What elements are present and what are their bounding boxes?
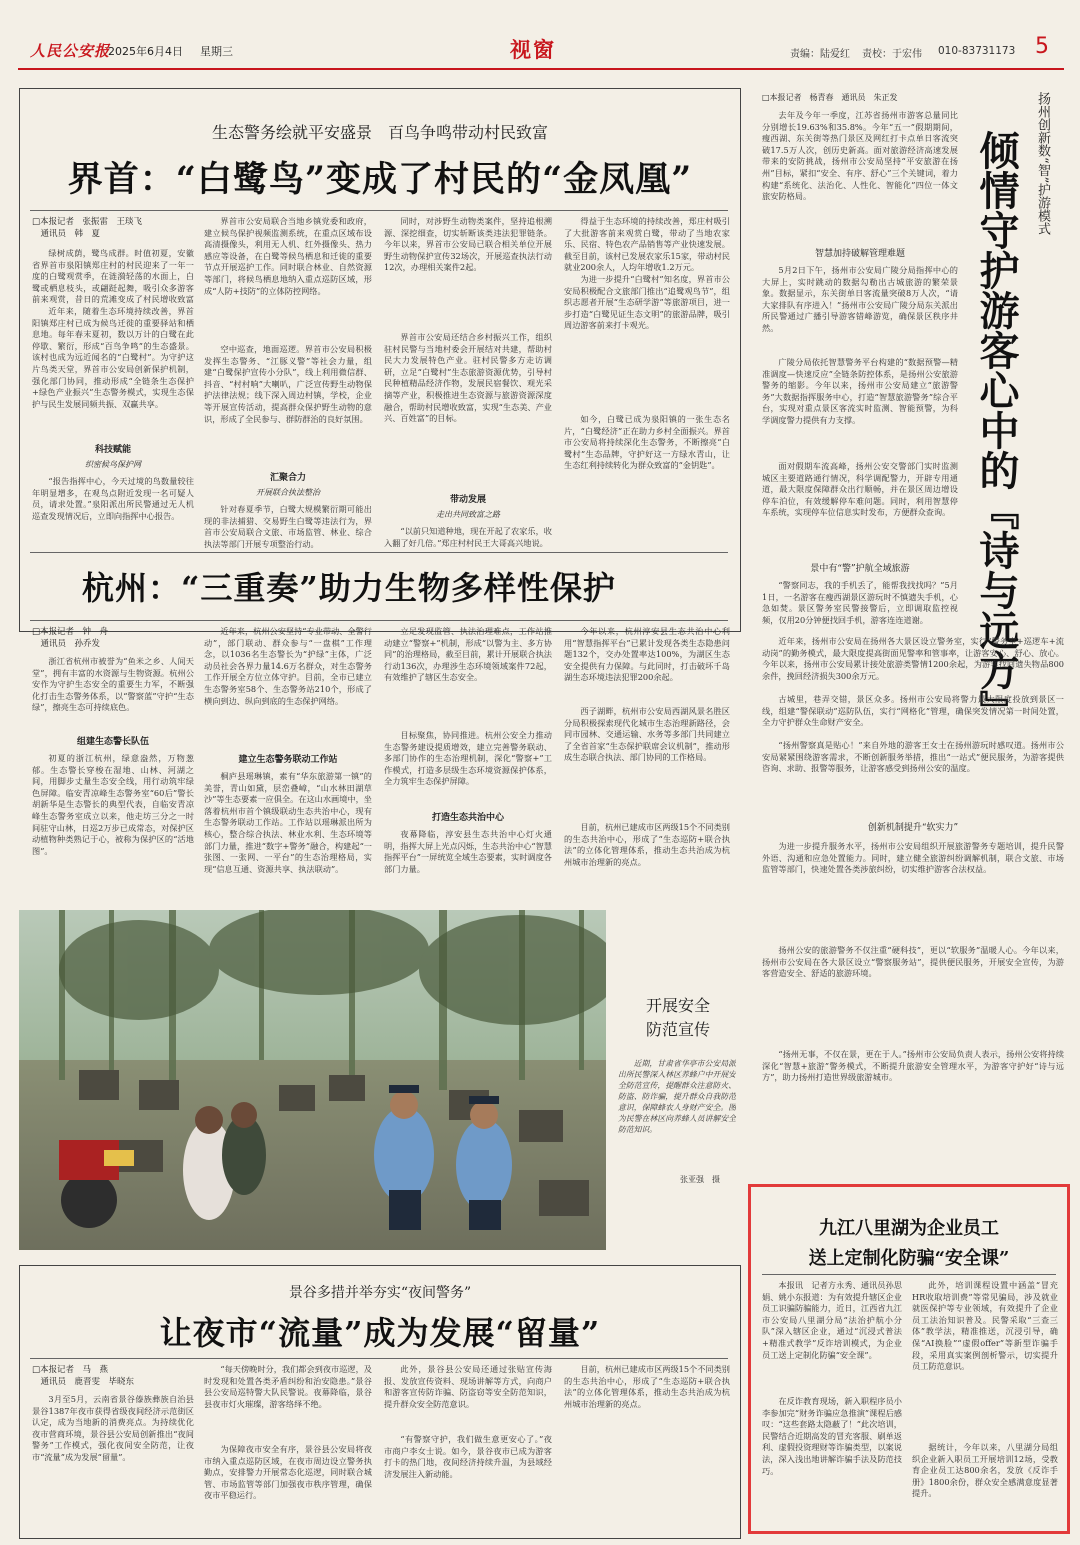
article3-paragraph: “每天傍晚时分，我们都会到夜市巡逻，及时发现和处置各类矛盾纠纷和治安隐患。”景谷县公安局巡特警大队民警说。夜幕降临，景谷县夜市灯火璀璨，游客络绎不绝。	[204, 1364, 372, 1409]
article4-label: 扬州创新数“智”护游模式	[1035, 92, 1050, 236]
article2-paragraph: 初夏的浙江杭州，绿意盎然，万物葱郁。生态警长穿梭在湿地、山林、河湖之间，用脚步丈量生态安全线，用行动筑牢绿色屏障。临安青凉峰生态警务室“60后”警长胡新华是生态警长的典型代表，自临安青凉峰生态警务室成立以来，他走坊三分之一时间驻守山林，日巡2万步已成常态，对保护区动植物种类熟记于心，被称为保护区的“活地图”。	[32, 753, 194, 856]
article1-subhead-sub: 织密候鸟保护网	[85, 460, 141, 469]
article4-byline: □本报记者 杨青春 通讯员 朱正发	[762, 93, 898, 102]
article1-subhead: 汇聚合力	[269, 473, 306, 483]
article5-paragraph: 此外，培训课程设置中涵盖“冒充HR收取培训费”等常见骗局，涉及就业就医保护等专业领域，有效提升了企业员工法治知识普及。民警采取“三查三体”教学法，精准推送，沉浸引导，确保“AI换脸”“虚假offer”等新型诈骗手段，采用真实案例剖析警示，切实提升员工防范意识。	[912, 1280, 1058, 1372]
article3-kicker: 景谷多措并举夯实“夜间警务”	[288, 1285, 472, 1301]
article1-paragraph: 得益于生态环境的持续改善，郑庄村吸引了大批游客前来观赏白鹭，带动了当地农家乐、民宿、特色农产品销售等产业快速发展。截至目前，该村已发展农家乐15家，带动村民就业200余人，人均年增收1.2万元。	[564, 216, 730, 273]
section-title: 视窗	[510, 37, 556, 62]
article2-paragraph: 夜幕降临，淳安县生态共治中心灯火通明，指挥大屏上光点闪烁，生态共治中心“智慧指挥平台”一屏统览全域生态要素，实时调度各部门力量。	[384, 829, 552, 874]
photo-caption: 近期，甘肃省华亭市公安局派出所民警深入林区养蜂户中开展安全防范宣传，提醒群众注意防火、防盗、防诈骗，提升群众自我防范意识，保障蜂农人身财产安全。图为民警在林区向养蜂人员讲解安全防范知识。	[618, 1059, 736, 1134]
article4-paragraph: “扬州警察真是贴心！”来自外地的游客王女士在扬州游玩时感叹道。扬州市公安局紧紧围绕游客需求，不断创新服务举措，推出“一站式”便民服务，为游客提供咨询、求助、报警等服务，让游客感受到扬州公安的温度。	[762, 740, 1064, 774]
article1-paragraph: 同时，对涉野生动物类案件，坚持追根溯源、深挖细查，切实斩断该类违法犯罪链条。今年以来，界首市公安局已联合相关单位开展野生动物保护宣传32场次，开展巡查执法行动12次，办理相关案件2起。	[384, 216, 552, 273]
article1-paragraph: “报告指挥中心，今天过境的鸟数量较往年明显增多，在观鸟点附近发现一名可疑人员，请求处置。”泉阳派出所民警通过无人机巡查发现情况后，立即向指挥中心报告。	[32, 476, 194, 521]
article5-paragraph: 在反诈教育现场，新入职程序员小李参加完“财务诈骗应急推演”课程后感叹：“这些套路太隐蔽了！”此次培训，民警结合近期高发的冒充客服、刷单返利、虚假投资理财等诈骗类型，以案说法，深入浅出地讲解诈骗手法及防范技巧。	[762, 1396, 902, 1476]
editor-credit: 责编：陆爱红	[790, 49, 850, 60]
article1-paragraph: 如今，白鹭已成为泉阳镇的一张生态名片，“白鹭经济”正在助力乡村全面振兴。界首市公安局将持续深化生态警务，不断擦亮“白鹭村”生态品牌，守护好这一方绿水青山，让生态红利持续转化为群众致富的“金钥匙”。	[564, 414, 730, 471]
article1-paragraph: 界首市公安局联合当地乡镇党委和政府，建立候鸟保护视频监测系统，在重点区域布设高清摄像头，利用无人机、红外摄像头、热力感应等设备，在白鹭等候鸟栖息和迁徙的重要节点开展巡护工作。同时联合林业、自然资源等部门，将候鸟栖息地纳入重点巡防区域，形成“人防+技防”的立体防控网络。	[204, 216, 372, 296]
article4-subhead: 创新机制提升“软实力”	[867, 823, 959, 833]
phone-number: 010-83731173	[938, 45, 1016, 57]
article4-paragraph: 5月2日下午，扬州市公安局广陵分局指挥中心的大屏上，实时跳动的数据勾勒出古城旅游的繁荣景象。数据显示，东关街单日客流量突破8万人次，“请大家排队有序进入！”扬州市公安局广陵分局东关派出所民警通过广播引导游客错峰游览，确保景区秩序井然。	[762, 265, 958, 333]
article2-top-rule	[30, 552, 728, 553]
article1-headline: 界首：“白鹭鸟”变成了村民的“金凤凰”	[67, 159, 693, 200]
article1-paragraph: “以前只知道种地，现在开起了农家乐，收入翻了好几倍。”郑庄村村民王大哥高兴地说。	[384, 526, 552, 548]
article1-head-rule	[30, 210, 728, 211]
article1-subhead: 带动发展	[449, 495, 486, 505]
article3-paragraph: 目前，杭州已建成市区两级15个不同类别的生态共治中心，形成了“生态巡防+联合执法”的立体化管理体系，推动生态共治成为杭州城市治理新的亮点。	[564, 1364, 730, 1409]
article5-paragraph: 本报讯 记者方永秀、通讯员孙思娟、姚小东报道：为有效提升辖区企业员工识骗防骗能力，近日，江西省九江市公安局八里湖分局“法治护航小分队”深入辖区企业，通过“沉浸式普法+精准式教学”反诈培训模式，为企业员工送上定制化防骗“安全课”。	[762, 1280, 902, 1360]
article2-paragraph: 近年来，杭州公安坚持“专业带动、全警行动”，部门联动、群众参与“一盘棋”工作理念，以1036名生态警长为“护绿”主体，广泛动员社会各界力量14.6万名群众，对生态警务工作开展全方位立体守护。目前，全市已建立生态警务室58个、生态警务站210个，形成了横向到边、纵向到底的生态保护网络。	[204, 626, 372, 706]
page-number: 5	[1035, 34, 1049, 59]
article2-head-rule	[30, 620, 728, 621]
article4-paragraph: 为进一步提升服务水平，扬州市公安局组织开展旅游警务专题培训，提升民警外语、沟通和应急处置能力。同时，建立健全旅游纠纷调解机制，联合文旅、市场监管等部门，快速处置各类涉旅纠纷，切实维护游客合法权益。	[762, 841, 1064, 875]
article1-paragraph: 为进一步提升“白鹭村”知名度，界首市公安局积极配合文旅部门推出“追鹭观鸟节”，组织志愿者开展“生态研学游”等旅游项目，进一步打造“白鹭见证生态文明”的旅游品牌，吸引周边游客前来打卡观光。	[564, 274, 730, 331]
article4-paragraph: 古城里，巷弄交错，景区众多。扬州市公安局将警力最大限度投放到景区一线，组建“警保联动”巡防队伍，实行“网格化”管理，确保突发情况第一时间处置，全力守护群众生命财产安全。	[762, 694, 1064, 728]
article4-paragraph: 面对假期车流高峰，扬州公安交警部门实时监测城区主要道路通行情况，科学调配警力，开辟专用通道，最大限度保障群众出行顺畅，并在景区周边增设停车泊位，有效缓解停车难问题。同时，利用智慧停车系统，实现停车位信息实时发布，方便群众查询。	[762, 461, 958, 518]
article5-headline-line1: 九江八里湖为企业员工	[819, 1218, 999, 1239]
article1-subhead-sub: 开展联合执法整治	[256, 488, 320, 497]
article1-subhead: 科技赋能	[94, 445, 131, 455]
article1-byline: □本报记者 张振雷 王琰飞 通讯员 韩 夏	[32, 217, 143, 239]
news-photo	[19, 910, 606, 1250]
article4-paragraph: “扬州无事，不仅在景，更在于人。”扬州市公安局负责人表示，扬州公安将持续深化“智慧+旅游”警务模式，不断提升旅游安全管理水平，为游客守护好“诗与远方”，助力扬州打造世界级旅游城市。	[762, 1049, 1064, 1083]
article2-paragraph: 浙江省杭州市被誉为“鱼米之乡、人间天堂”，拥有丰富的水资源与生物资源。杭州公安作为守护生态安全的重要生力军，不断强化打击生态警务体系，以“警察蓝”守护“生态绿”，擦亮生态可持续底色。	[32, 656, 194, 713]
article5-head-rule	[762, 1274, 1056, 1275]
article3-paragraph: 3月至5月，云南省景谷傣族彝族自治县景谷1387年夜市获得省级夜间经济示范街区认定，成为当地新的消费亮点。为持续优化夜市营商环境，景谷县公安局创新推出“夜间警务”工作模式，强化夜间安全防范，让夜市“流量”成为发展“留量”。	[32, 1394, 194, 1462]
masthead	[0, 0, 1080, 78]
photo-title: 开展安全 防范宣传	[645, 996, 710, 1039]
article3-byline: □本报记者 马 燕 通讯员 鹿晋雯 毕晓东	[32, 1365, 135, 1387]
issue-date: 2025年6月4日	[108, 45, 183, 58]
article2-subhead: 打造生态共治中心	[431, 813, 504, 823]
article4-paragraph: 扬州公安的旅游警务不仅注重“硬科技”，更以“软服务”温暖人心。今年以来，扬州市公安局在各大景区设立“警察服务站”，提供便民服务，开展安全宣传，为游客营造安全、舒适的旅游环境。	[762, 945, 1064, 979]
photo-forest-beekeepers	[19, 910, 606, 1250]
article4-headline: 倾情守护游客心中的『诗与远方』	[973, 130, 1020, 730]
article4-paragraph: 去年及今年一季度，江苏省扬州市游客总量同比分别增长19.63%和35.8%。今年“五一”假期期间，瘦西湖、东关街等热门景区及网红打卡点单日客流突破17.5万人次，创历史新高。面对旅游经济高速发展带来的安防挑战，扬州市公安局坚持“平安旅游在扬州”目标，紧扣“安全、有序、舒心”三个关键词，着力构建“系统化、法治化、人性化、智能化”四位一体文旅安防格局。	[762, 110, 958, 202]
article2-paragraph: 立足发现监管、执法治理难点，工作站推动建立“警察+”机制，形成“以警为主、多方协同”的治理格局，截至目前，累计开展联合执法行动136次，办理涉生态环境领域案件72起，有效维护了辖区生态安全。	[384, 626, 552, 683]
article2-headline: 杭州：“三重奏”助力生物多样性保护	[82, 569, 616, 607]
article3-headline: 让夜市“流量”成为发展“留量”	[159, 1314, 601, 1352]
article4-paragraph: “警察同志，我的手机丢了，能帮我找找吗？”5月1日，一名游客在瘦西湖景区游玩时不慎遗失手机，心急如焚。景区警务室民警接警后，立即调取监控视频，仅用20分钟便找回手机，游客连连道谢。	[762, 580, 958, 625]
article2-subhead: 建立生态警务联动工作站	[238, 755, 338, 765]
proof-credit: 责校：于宏伟	[862, 49, 922, 60]
article2-subhead: 组建生态警长队伍	[76, 737, 149, 747]
article2-paragraph: 目标聚焦，协同推进。杭州公安全力推动生态警务建设提质增效，建立完善警务联动、多部门协作的生态治理机制，深化“警察+”工作模式，打造多层级生态环境资源保护体系，全力筑牢生态保护屏障。	[384, 730, 552, 787]
issue-weekday: 星期三	[200, 45, 233, 58]
article1-subhead-sub: 走出共同致富之路	[436, 510, 500, 519]
article3-paragraph: 此外，景谷县公安局还通过张贴宣传海报、发放宣传资料、现场讲解等方式，向商户和游客宣传防诈骗、防盗窃等安全防范知识，提升群众安全防范意识。	[384, 1364, 552, 1409]
article2-paragraph: 西子湖畔，杭州市公安局西湖风景名胜区分局积极探索现代化城市生态治理新路径，会同市园林、交通运输、水务等多部门共同建立了全省首家“生态保护联席会议机制”，推动形成生态联合执法、部门协同的工作格局。	[564, 706, 730, 763]
article1-paragraph: 空中巡查，地面巡逻。界首市公安局积极发挥生态警务、“江豚义警”等社会力量，组建“白鹭保护宣传小分队”，线上利用微信群、抖音、“村村响”大喇叭，广泛宣传野生动物保护法律法规；线下深入周边村镇，学校，企业等开展宣传活动，提高群众保护野生动物的意识，形成了全民参与、群防群治的良好氛围。	[204, 344, 372, 424]
article1-paragraph: 近年来，随着生态环境持续改善，界首阳镇郑庄村已成为候鸟迁徙的重要驿站和栖息地。每年春末夏初，数以万计的白鹭在此停歇、繁衍，形成“百鸟争鸣”的生态盛景。该村也成为远近闻名的“白鹭村”。为守护这片鸟类天堂，界首市公安局创新保护机制，强化部门协同，推动形成“全链条生态保护+绿色产业振兴”生态警务模式，实现生态保护与民生发展同频共振、双赢共享。	[32, 306, 194, 409]
article4-paragraph: 广陵分局依托智慧警务平台构建的“数据预警—精准调度—快速反应”全链条防控体系，是扬州公安旅游警务的缩影。今年以来，扬州市公安局建立“旅游警务”大数据指挥服务中心，打造“智慧旅游警务”综合平台，实现对重点景区客流实时监测、智能预警，为科学调度警力提供有力支撑。	[762, 357, 958, 425]
article1-kicker: 生态警务绘就平安盛景 百鸟争鸣带动村民致富	[211, 123, 548, 142]
article2-paragraph: 目前，杭州已建成市区两级15个不同类别的生态共治中心，形成了“生态巡防+联合执法”的立体化管理体系，推动生态共治成为杭州城市治理新的亮点。	[564, 822, 730, 867]
article4-subhead: 景中有“警”护航全域旅游	[810, 564, 910, 574]
article2-byline: □本报记者 钟 舟 通讯员 孙乔发	[32, 627, 109, 649]
article3-head-rule	[30, 1358, 728, 1359]
article4-subhead: 智慧加持破解管理难题	[814, 249, 905, 259]
paper-name-logo: 人民公安报	[30, 42, 111, 60]
article3-paragraph: “有警察守护，我们做生意更安心了。”夜市商户李女士说。如今，景谷夜市已成为游客打卡的热门地，夜间经济持续升温，为县域经济发展注入新动能。	[384, 1434, 552, 1479]
article4-paragraph: 近年来，扬州市公安局在扬州各大景区设立警务室，实行“警务室+巡逻车+流动岗”的勤务模式，最大限度提高街面见警率和管事率，让游客安心、舒心、放心。今年以来，扬州市公安局累计接处旅游类警情1200余起，为游客找回遗失物品800余件，挽回经济损失300余万元。	[762, 636, 1064, 681]
article1-paragraph: 针对春夏季节，白鹭大规模繁衍期可能出现的非法捕猎、交易野生白鹭等违法行为，界首市公安局联合文旅、市场监管、林业、综合执法等部门开展专项整治行动。	[204, 504, 372, 549]
article5-headline-line2: 送上定制化防骗“安全课”	[808, 1248, 1010, 1269]
photo-credit: 张亚强 摄	[680, 1175, 720, 1184]
article2-paragraph: 桐庐县瑶琳镇，素有“华东旅游第一镇”的美誉，青山如黛，层峦叠嶂，“山水林田湖草沙”等生态要素一应俱全。在这山水画境中，坐落着杭州市首个镇级联动生态共治中心，现有生态警务联动工作站。工作站以瑶琳派出所为核心，整合综合执法、林业水利、生态环境等部门力量，推进“数字+警务”融合，构建起“一张图、一张网、一平台”的生态治理格局，实现“信息互通、资源共享、执法联动”。	[204, 771, 372, 874]
article5-paragraph: 据统计，今年以来，八里湖分局组织企业新入职员工开展培训12场，受教育企业员工达800余名，发放《反诈手册》1800余份，群众安全感满意度显著提升。	[912, 1442, 1058, 1499]
article1-paragraph: 界首市公安局还结合乡村振兴工作，组织驻村民警与当地村委会开展结对共建，帮助村民大力发展特色产业。驻村民警多方走访调研，立足“白鹭村”生态旅游资源优势，引导村民种植精品经济作物，发展民宿餐饮、观光采摘等产业，积极推进生态资源与旅游资源深度融合，帮助村民增收致富，实现“生态美、产业兴、百姓富”的目标。	[384, 332, 552, 424]
article3-paragraph: 为保障夜市安全有序，景谷县公安局将夜市纳入重点巡防区域，在夜市周边设立警务执勤点，安排警力开展常态化巡逻，同时联合城管、市场监管等部门加强夜市秩序管理，确保夜市平稳运行。	[204, 1444, 372, 1501]
article2-paragraph: 今年以来，杭州淳安县生态共治中心利用“智慧指挥平台”已累计发现各类生态隐患问题132个，交办处置率达100%，为湖区生态安全提供有力保障。与此同时，打击破坏千岛湖生态环境违法犯罪200余起。	[564, 626, 730, 683]
masthead-rule	[18, 68, 1064, 70]
article1-paragraph: 绿树成荫，鹭鸟成群。时值初夏，安徽省界首市泉阳镇郑庄村的村民迎来了一年一度的白鹭观赏季，在涟漪轻荡的水面上，白鹭或栖息枝头，或翩跹起舞，吸引众多游客前来观赏，昔日的荒滩变成了村民增收致富	[32, 248, 194, 305]
